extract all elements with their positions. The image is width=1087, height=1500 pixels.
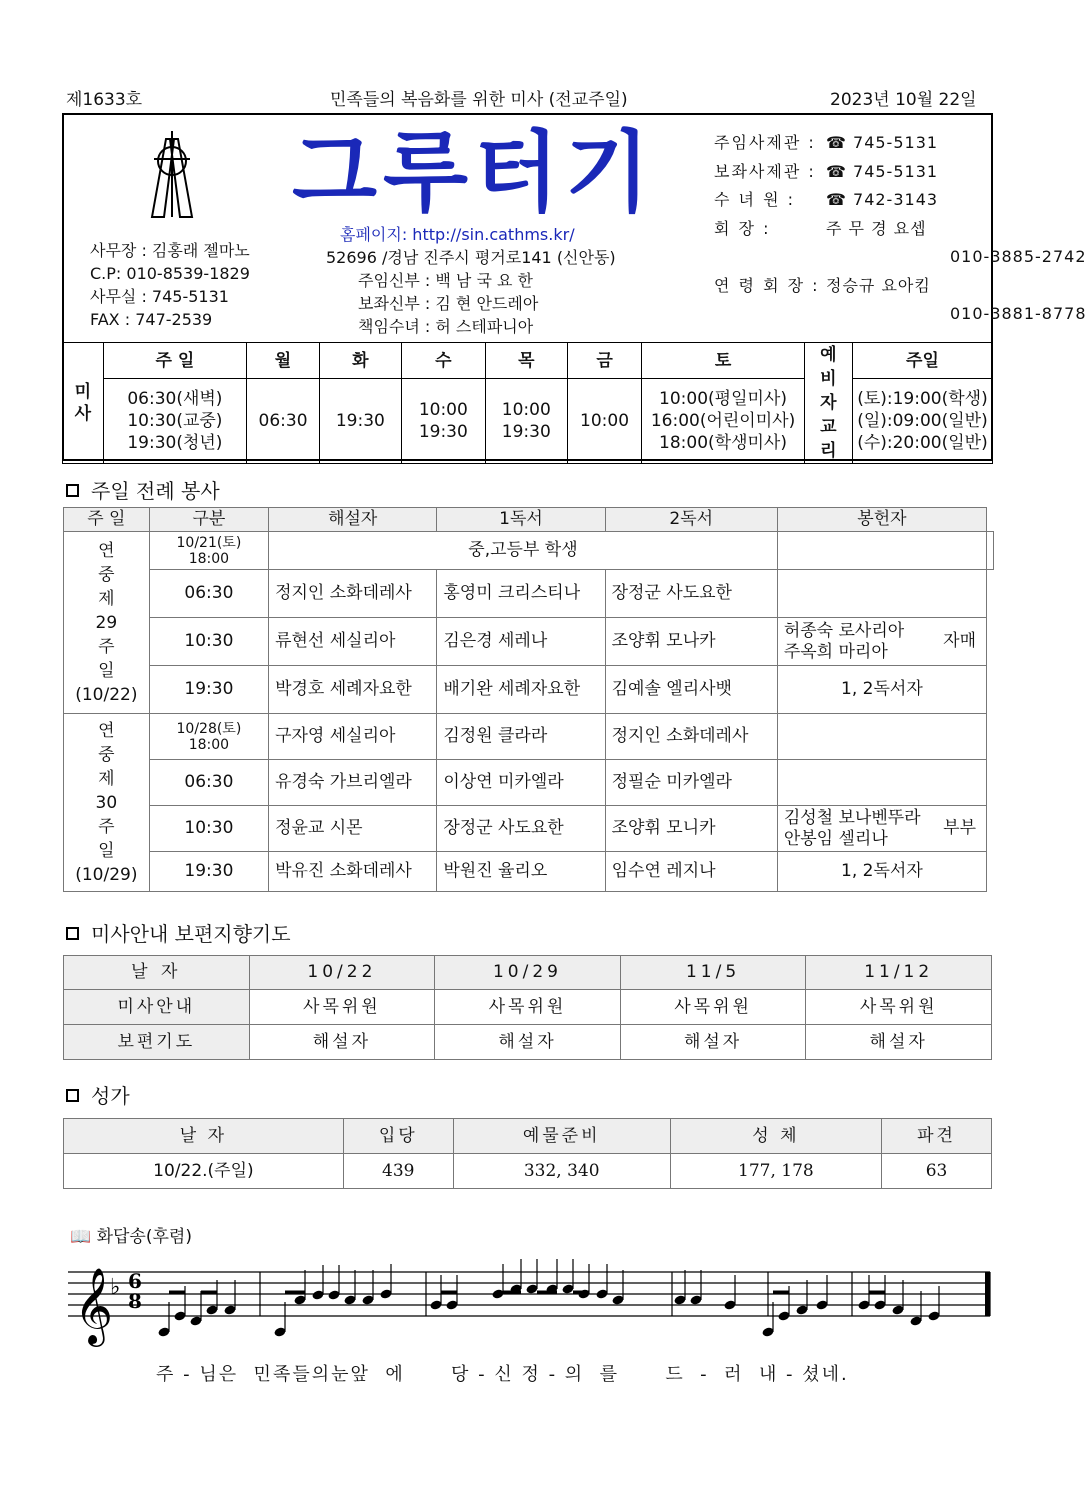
masthead-box bbox=[62, 113, 1087, 461]
office-info-line: FAX : 747-2539 bbox=[90, 310, 213, 329]
liturgy-cell bbox=[777, 714, 986, 760]
liturgy-cell: 김정원 클라라 bbox=[437, 714, 605, 760]
contact-line bbox=[714, 300, 1087, 329]
contact-line bbox=[714, 215, 1087, 244]
liturgy-cell: 06:30 bbox=[149, 570, 268, 618]
liturgy-table bbox=[63, 507, 994, 892]
contact-label: 주임사제관 : bbox=[714, 133, 816, 152]
church-address: 52696 /경남 진주시 평거로141 (신안동) bbox=[326, 248, 616, 267]
psalm-title: 📖 화답송(후렴) bbox=[70, 1227, 192, 1247]
songs-head-cell: 파견 bbox=[882, 1119, 992, 1154]
issue-subtitle: 민족들의 복음화를 위한 미사 (전교주일) bbox=[330, 90, 628, 110]
priest-line: 보좌신부 : 김 현 안드레아 bbox=[358, 294, 539, 313]
liturgy-cell: 유경숙 가브리엘라 bbox=[269, 760, 437, 806]
contact-line bbox=[714, 243, 1087, 272]
prayer-head-cell: 11/12 bbox=[806, 956, 992, 990]
liturgy-cell: 홍영미 크리스티나 bbox=[437, 570, 605, 618]
contact-value: 010-3885-2742 bbox=[950, 247, 1087, 266]
contact-value: ☎ 745-5131 bbox=[826, 161, 939, 181]
mass-head-cell: 주일 bbox=[852, 343, 992, 379]
songs-cell: 63 bbox=[882, 1154, 992, 1189]
mass-head-cell: 목 bbox=[485, 343, 567, 379]
contact-label bbox=[714, 243, 826, 272]
liturgy-head-cell: 구분 bbox=[149, 508, 268, 532]
mass-time-cell: 10:00 19:30 bbox=[401, 379, 485, 464]
liturgy-cell: 류현선 세실리아 bbox=[269, 618, 437, 666]
mass-head-cell: 토 bbox=[642, 343, 805, 379]
prayer-cell: 사목위원 bbox=[249, 990, 435, 1025]
liturgy-cell: 김성철 보나벤뚜라 안봉임 셀리나 부부 bbox=[777, 806, 986, 852]
mass-time-cell: 06:30 bbox=[247, 379, 320, 464]
liturgy-cell: 박유진 소화데레사 bbox=[269, 852, 437, 892]
liturgy-head-cell: 2독서 bbox=[605, 508, 777, 532]
mass-time-cell: 10:00 bbox=[567, 379, 641, 464]
liturgy-cell: 박경호 세례자요한 bbox=[269, 666, 437, 714]
liturgy-cell: 조양휘 모나카 bbox=[605, 618, 777, 666]
liturgy-cell: 19:30 bbox=[149, 666, 268, 714]
liturgy-cell: 10/28(토) 18:00 bbox=[149, 714, 268, 760]
newsletter-title: 그루터기 bbox=[292, 121, 657, 224]
prayer-cell: 보편기도 bbox=[64, 1025, 250, 1060]
liturgy-week-label: 연 중 제 30 주 일 (10/29) bbox=[64, 714, 150, 892]
mass-side-label: 미 사 bbox=[63, 343, 104, 464]
mass-head-cell: 수 bbox=[401, 343, 485, 379]
liturgy-cell: 임수연 레지나 bbox=[605, 852, 777, 892]
liturgy-cell: 정지인 소화데레사 bbox=[269, 570, 437, 618]
songs-section-title: 성가 bbox=[66, 1080, 130, 1109]
book-icon: 📖 bbox=[70, 1227, 92, 1247]
liturgy-cell: 장정군 사도요한 bbox=[605, 570, 777, 618]
liturgy-head-cell: 1독서 bbox=[437, 508, 605, 532]
prayer-cell: 사목위원 bbox=[435, 990, 621, 1025]
liturgy-cell: 10:30 bbox=[149, 806, 268, 852]
mass-time-cell: (토):19:00(학생) (일):09:00(일반) (수):20:00(일반) bbox=[852, 379, 992, 464]
contact-label: 보좌사제관 : bbox=[714, 161, 816, 181]
liturgy-cell: 06:30 bbox=[149, 760, 268, 806]
time-sig-bottom: 8 bbox=[128, 1289, 142, 1313]
liturgy-cell bbox=[777, 760, 986, 806]
liturgy-head-cell: 봉헌자 bbox=[777, 508, 986, 532]
prayer-cell: 해설자 bbox=[620, 1025, 806, 1060]
office-info-line: 사무실 : 745-5131 bbox=[90, 287, 229, 306]
liturgy-cell: 중,고등부 학생 bbox=[269, 532, 778, 570]
mass-time-cell: 10:00 19:30 bbox=[485, 379, 567, 464]
mass-head-cell: 월 bbox=[247, 343, 320, 379]
liturgy-cell: 박원진 율리오 bbox=[437, 852, 605, 892]
final-barline bbox=[985, 1272, 990, 1316]
contact-line bbox=[714, 186, 1087, 215]
songs-head-cell: 성 체 bbox=[670, 1119, 881, 1154]
liturgy-cell bbox=[777, 570, 986, 618]
songs-cell: 332, 340 bbox=[453, 1154, 670, 1189]
contact-label bbox=[714, 300, 826, 329]
priest-line: 책임수녀 : 허 스테파니아 bbox=[358, 317, 534, 336]
liturgy-cell: 김은경 세레나 bbox=[437, 618, 605, 666]
prayer-cell: 해설자 bbox=[806, 1025, 992, 1060]
liturgy-cell: 조양휘 모니카 bbox=[605, 806, 777, 852]
liturgy-head-cell: 주 일 bbox=[64, 508, 150, 532]
liturgy-head-cell: 해설자 bbox=[269, 508, 437, 532]
liturgy-cell: 이상연 미카엘라 bbox=[437, 760, 605, 806]
contact-line bbox=[714, 272, 1087, 301]
liturgy-cell bbox=[777, 532, 986, 570]
liturgy-cell: 1, 2독서자 bbox=[777, 666, 986, 714]
issue-number: 제1633호 bbox=[66, 90, 143, 110]
contact-value: 주 무 경 요셉 bbox=[826, 218, 927, 238]
contact-label: 수 녀 원 : bbox=[714, 190, 796, 209]
contact-line bbox=[714, 158, 1087, 187]
contact-line bbox=[714, 129, 1087, 158]
songs-head-cell: 예물준비 bbox=[453, 1119, 670, 1154]
psalm-lyrics: 주 - 님은 민족들의눈앞 에 당 - 신 정 - 의 를 드 - 러 내 - 셨네. bbox=[156, 1364, 849, 1385]
contact-value: 010-3881-8778 bbox=[950, 304, 1087, 323]
songs-cell: 10/22.(주일) bbox=[64, 1154, 344, 1189]
prayer-section-title: 미사안내 보편지향기도 bbox=[66, 918, 291, 947]
church-logo bbox=[144, 129, 200, 221]
liturgy-cell: 장정군 사도요한 bbox=[437, 806, 605, 852]
time-sig-top: 6 bbox=[128, 1269, 142, 1293]
mass-schedule-table bbox=[62, 342, 993, 464]
liturgy-week-label: 연 중 제 29 주 일 (10/22) bbox=[64, 532, 150, 714]
mass-head-cell: 주 일 bbox=[103, 343, 247, 379]
liturgy-cell: 19:30 bbox=[149, 852, 268, 892]
prayer-cell: 사목위원 bbox=[620, 990, 806, 1025]
liturgy-cell: 김예솔 엘리사뱃 bbox=[605, 666, 777, 714]
liturgy-section-title: 주일 전례 봉사 bbox=[66, 475, 220, 504]
liturgy-cell: 정필순 미카엘라 bbox=[605, 760, 777, 806]
songs-table bbox=[63, 1118, 992, 1189]
liturgy-cell: 1, 2독서자 bbox=[777, 852, 986, 892]
office-info-line: 사무장 : 김홍래 젤마노 bbox=[90, 241, 250, 260]
liturgy-cell: 구자영 세실리아 bbox=[269, 714, 437, 760]
songs-cell: 439 bbox=[343, 1154, 453, 1189]
liturgy-cell: 정지인 소화데레사 bbox=[605, 714, 777, 760]
mass-time-cell: 06:30(새벽) 10:30(교중) 19:30(청년) bbox=[103, 379, 247, 464]
liturgy-cell: 정윤교 시몬 bbox=[269, 806, 437, 852]
contact-value: 정승규 요아킴 bbox=[826, 275, 931, 295]
prayer-head-cell: 11/5 bbox=[620, 956, 806, 990]
issue-date: 2023년 10월 22일 bbox=[830, 90, 977, 110]
music-staff bbox=[68, 1252, 994, 1352]
priest-line: 주임신부 : 백 남 국 요 한 bbox=[358, 271, 534, 290]
songs-head-cell: 입당 bbox=[343, 1119, 453, 1154]
prayer-head-cell: 10/29 bbox=[435, 956, 621, 990]
contact-label: 연 령 회 장 : bbox=[714, 275, 820, 295]
contact-label: 회 장 : bbox=[714, 218, 771, 238]
flat-icon: ♭ bbox=[110, 1275, 121, 1300]
prayer-cell: 사목위원 bbox=[806, 990, 992, 1025]
prayer-table bbox=[63, 955, 992, 1060]
contact-value: ☎ 745-5131 bbox=[826, 133, 939, 152]
mass-head-cell: 예 비 자 교 리 bbox=[804, 343, 852, 464]
mass-time-cell: 10:00(평일미사) 16:00(어린이미사) 18:00(학생미사) bbox=[642, 379, 805, 464]
liturgy-cell bbox=[987, 532, 994, 570]
prayer-head-cell: 날 자 bbox=[64, 956, 250, 990]
checkbox-bullet-icon bbox=[66, 927, 79, 940]
prayer-cell: 해설자 bbox=[249, 1025, 435, 1060]
liturgy-cell: 10:30 bbox=[149, 618, 268, 666]
prayer-cell: 해설자 bbox=[435, 1025, 621, 1060]
liturgy-cell: 10/21(토) 18:00 bbox=[149, 532, 268, 570]
liturgy-cell: 배기완 세례자요한 bbox=[437, 666, 605, 714]
liturgy-cell: 허종숙 로사리아 주옥희 마리아 자매 bbox=[777, 618, 986, 666]
contact-value: ☎ 742-3143 bbox=[826, 190, 939, 209]
songs-cell: 177, 178 bbox=[670, 1154, 881, 1189]
treble-clef-icon: 𝄞 bbox=[74, 1267, 114, 1344]
homepage-link[interactable]: 홈페이지: http://sin.cathms.kr/ bbox=[340, 225, 575, 244]
checkbox-bullet-icon bbox=[66, 1089, 79, 1102]
prayer-cell: 미사안내 bbox=[64, 990, 250, 1025]
songs-head-cell: 날 자 bbox=[64, 1119, 344, 1154]
mass-head-cell: 화 bbox=[319, 343, 401, 379]
prayer-head-cell: 10/22 bbox=[249, 956, 435, 990]
checkbox-bullet-icon bbox=[66, 484, 79, 497]
mass-time-cell: 19:30 bbox=[319, 379, 401, 464]
mass-head-cell: 금 bbox=[567, 343, 641, 379]
office-info-line: C.P: 010-8539-1829 bbox=[90, 264, 250, 283]
